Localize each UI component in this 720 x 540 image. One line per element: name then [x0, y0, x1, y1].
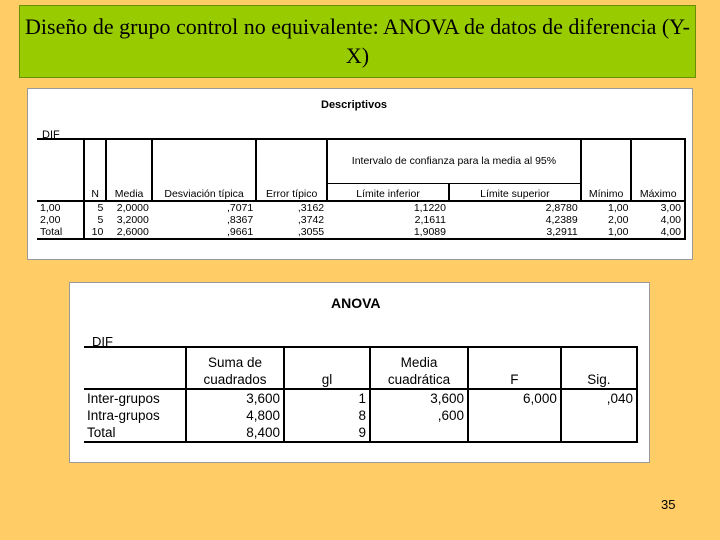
- cell: 10: [84, 226, 106, 239]
- descriptivos-table: [37, 138, 686, 240]
- table-row: [84, 407, 637, 424]
- cell: 2,00: [608, 214, 629, 226]
- header-cell: [84, 347, 186, 389]
- cell: 1,1220: [413, 202, 446, 214]
- cell: [370, 424, 468, 442]
- cell: ,3162: [297, 202, 325, 214]
- cell: ,3742: [297, 214, 325, 226]
- descriptivos-panel: [27, 88, 693, 260]
- cell: 3,600: [186, 389, 284, 407]
- cell: 3,600: [370, 389, 468, 407]
- cell: ,7071: [226, 202, 254, 214]
- cell: 4,800: [186, 407, 284, 424]
- cell: 3,2911: [449, 226, 581, 239]
- slide-title: Diseño de grupo control no equivalente: ANOVA de datos de diferencia (Y-X): [19, 5, 696, 78]
- anova-title: ANOVA: [331, 295, 381, 311]
- cell: 1: [284, 389, 370, 407]
- header-cell: Mínimo: [581, 139, 632, 201]
- row-label: 2,00: [40, 214, 61, 226]
- cell: 2,6000: [106, 226, 152, 239]
- cell: ,9661: [152, 226, 256, 239]
- header-cell: Sig.: [561, 347, 637, 389]
- cell: 8: [284, 407, 370, 424]
- cell: 2,8780: [545, 202, 578, 214]
- header-cell: [37, 139, 84, 201]
- cell: 2,0000: [116, 202, 149, 214]
- table-row: [84, 389, 637, 407]
- cell: 6,000: [468, 389, 561, 407]
- header-cell: Límite inferior: [327, 183, 449, 201]
- header-cell: F: [468, 347, 561, 389]
- anova-table: [84, 346, 638, 443]
- cell: 3,2000: [116, 214, 149, 226]
- header-cell: Suma de cuadrados: [186, 347, 284, 389]
- cell: 4,00: [631, 214, 685, 226]
- table-row: [37, 226, 685, 239]
- anova-panel: [69, 282, 650, 463]
- cell: 3,00: [631, 201, 685, 214]
- header-cell: Desviación típica: [152, 139, 256, 201]
- row-label: 1,00: [40, 202, 61, 214]
- row-label: Intra-grupos: [87, 408, 160, 423]
- ci-group-header: Intervalo de confianza para la media al 95%: [327, 139, 581, 183]
- cell: 9: [284, 424, 370, 442]
- anova-variable: DIF: [92, 334, 113, 349]
- cell: 4,2389: [545, 214, 578, 226]
- header-cell: Error típico: [256, 139, 327, 201]
- cell: [561, 424, 637, 442]
- cell: 4,00: [631, 226, 685, 239]
- cell: [561, 407, 637, 424]
- table-row: [37, 201, 685, 214]
- cell: 1,00: [581, 226, 632, 239]
- cell: [468, 424, 561, 442]
- cell: ,600: [370, 407, 468, 424]
- cell: ,040: [561, 389, 637, 407]
- cell: 5: [84, 201, 106, 214]
- row-label: Inter-grupos: [87, 391, 160, 406]
- cell: [468, 407, 561, 424]
- row-label: Total: [84, 424, 186, 442]
- header-cell: N: [84, 139, 106, 201]
- cell: 5: [84, 214, 106, 226]
- header-cell: Máximo: [631, 139, 685, 201]
- cell: 8,400: [186, 424, 284, 442]
- row-label: Total: [37, 226, 84, 239]
- cell: 1,00: [608, 202, 629, 214]
- cell: 2,1611: [414, 214, 446, 226]
- descriptivos-title: Descriptivos: [321, 99, 388, 111]
- header-cell: Límite superior: [449, 183, 581, 201]
- cell: 1,9089: [327, 226, 449, 239]
- table-row: [84, 424, 637, 442]
- descriptivos-variable: DIF: [42, 129, 60, 141]
- header-cell: Media: [106, 139, 152, 201]
- header-cell: Media cuadrática: [370, 347, 468, 389]
- table-row: [37, 214, 685, 226]
- cell: ,8367: [226, 214, 254, 226]
- page-number: 35: [661, 497, 676, 512]
- cell: ,3055: [256, 226, 327, 239]
- header-cell: gl: [284, 347, 370, 389]
